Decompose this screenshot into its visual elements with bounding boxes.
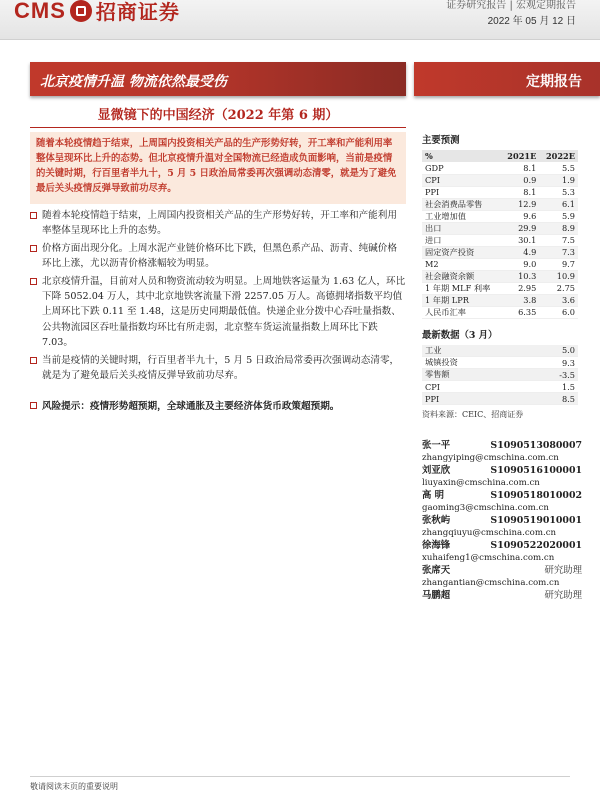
analyst-name: 张一平 <box>422 440 451 451</box>
latest-row <box>422 369 578 381</box>
forecast-row <box>422 210 578 222</box>
forecast-value: 8.1 <box>501 186 540 198</box>
forecast-value: 4.9 <box>501 246 540 258</box>
latest-value: 5.0 <box>522 345 578 357</box>
analyst-entry <box>422 515 582 539</box>
analyst-certificate: S1090519010001 <box>490 515 582 526</box>
bullet-item <box>30 208 406 239</box>
page-header <box>0 0 600 40</box>
analyst-certificate: S1090513080007 <box>490 440 582 451</box>
footer-note: 敬请阅读末页的重要说明 <box>30 782 118 791</box>
bullet-item <box>30 274 406 351</box>
forecast-value: 0.9 <box>501 174 540 186</box>
report-subtitle: 显微镜下的中国经济（2022 年第 6 期） <box>97 108 339 123</box>
analyst-email[interactable]: zhangyiping@cmschina.com.cn <box>422 453 559 463</box>
forecast-indicator: 进口 <box>422 234 501 246</box>
analyst-entry <box>422 465 582 489</box>
latest-indicator: 零售额 <box>422 369 522 381</box>
forecast-indicator: M2 <box>422 258 501 270</box>
forecast-row <box>422 306 578 318</box>
analyst-name: 张席天 <box>422 565 451 576</box>
forecast-row <box>422 162 578 174</box>
latest-indicator: 工业 <box>422 345 522 357</box>
analyst-header <box>422 440 582 452</box>
latest-value: 8.5 <box>522 393 578 405</box>
cms-logo <box>14 0 180 25</box>
forecast-value: 6.1 <box>539 198 578 210</box>
forecast-value: 3.6 <box>539 294 578 306</box>
logo-cn-text: 招商证券 <box>95 0 180 24</box>
forecast-value: 5.5 <box>539 162 578 174</box>
bullet-square-icon <box>30 357 37 364</box>
forecast-row <box>422 174 578 186</box>
forecast-value: 2.95 <box>501 282 540 294</box>
latest-row <box>422 345 578 357</box>
forecast-indicator: 工业增加值 <box>422 210 501 222</box>
forecast-indicator: 1 年期 LPR <box>422 294 501 306</box>
analyst-certificate: 研究助理 <box>544 590 582 601</box>
analyst-email[interactable]: gaoming3@cmschina.com.cn <box>422 503 549 513</box>
forecast-row <box>422 234 578 246</box>
latest-indicator: CPI <box>422 381 522 393</box>
latest-indicator: 城镇投资 <box>422 357 522 369</box>
bullet-text: 价格方面出现分化。上周水泥产业链价格环比下跌，但黑色系产品、沥青、纯碱价格环比上涨，尤以沥青价格涨幅较为明显。 <box>42 242 397 270</box>
latest-indicator: PPI <box>422 393 522 405</box>
forecast-row <box>422 246 578 258</box>
forecast-indicator: 社会融资余额 <box>422 270 501 282</box>
forecast-value: 7.3 <box>539 246 578 258</box>
report-type-banner <box>414 62 600 96</box>
analyst-name: 刘亚欣 <box>422 465 451 476</box>
analyst-certificate: S1090516100001 <box>490 465 582 476</box>
forecast-row <box>422 198 578 210</box>
cms-logo-icon <box>70 0 92 22</box>
latest-value: 1.5 <box>522 381 578 393</box>
latest-table <box>422 345 578 406</box>
analyst-name: 高 明 <box>422 490 445 501</box>
forecast-value: 10.3 <box>501 270 540 282</box>
latest-row <box>422 357 578 369</box>
forecast-indicator: 固定资产投资 <box>422 246 501 258</box>
data-source: 资料来源：CEIC、招商证券 <box>422 410 524 419</box>
analyst-certificate: S1090518010002 <box>490 490 582 501</box>
subtitle-divider <box>30 127 406 128</box>
report-category: 证券研究报告 | 宏观定期报告 <box>446 0 576 11</box>
forecast-value: 29.9 <box>501 222 540 234</box>
forecast-row <box>422 186 578 198</box>
latest-row <box>422 393 578 405</box>
forecast-value: 5.3 <box>539 186 578 198</box>
analyst-list <box>422 440 582 602</box>
bullet-square-icon <box>30 278 37 285</box>
analyst-email[interactable]: liuyaxin@cmschina.com.cn <box>422 478 540 488</box>
risk-warning <box>30 398 406 412</box>
forecast-row <box>422 282 578 294</box>
latest-value: 9.3 <box>522 357 578 369</box>
forecast-row <box>422 294 578 306</box>
forecast-header-cell: 2022E <box>539 150 578 162</box>
title-banner <box>30 62 406 96</box>
analyst-header <box>422 565 582 577</box>
forecast-value: 8.1 <box>501 162 540 174</box>
report-type-label: 定期报告 <box>526 74 582 90</box>
forecast-indicator: 社会消费品零售 <box>422 198 501 210</box>
forecast-indicator: 1 年期 MLF 利率 <box>422 282 501 294</box>
forecast-indicator: 人民币汇率 <box>422 306 501 318</box>
forecast-indicator: 出口 <box>422 222 501 234</box>
report-date: 2022 年 05 月 12 日 <box>487 16 576 27</box>
summary-box: 随着本轮疫情趋于结束，上周国内投资相关产品的生产形势好转，开工率和产能利用率整体呈现环比上升的态势。但北京疫情升温对全国物流已经造成负面影响，当前是疫情的关键时期，行百里者半九十，5 月 5 日政治局常委再次强调动态清零，就是为了避免最后关头疫情反弹导致前功尽弃。 <box>30 132 406 204</box>
logo-cms-text: CMS <box>14 0 66 23</box>
forecast-row <box>422 270 578 282</box>
bullet-square-icon <box>30 212 37 219</box>
forecast-indicator: PPI <box>422 186 501 198</box>
analyst-name: 张秋屿 <box>422 515 451 526</box>
analyst-header <box>422 515 582 527</box>
bullet-list <box>30 208 406 385</box>
analyst-email[interactable]: zhangantian@cmschina.com.cn <box>422 578 560 588</box>
forecast-value: 2.75 <box>539 282 578 294</box>
bullet-square-icon <box>30 402 37 409</box>
analyst-name: 徐海锋 <box>422 540 451 551</box>
analyst-header <box>422 590 582 602</box>
forecast-indicator: GDP <box>422 162 501 174</box>
forecast-value: 6.0 <box>539 306 578 318</box>
forecast-header-cell: % <box>422 150 501 162</box>
bullet-item <box>30 353 406 384</box>
forecast-row <box>422 258 578 270</box>
forecast-row <box>422 222 578 234</box>
right-column <box>422 132 582 420</box>
bullet-text: 北京疫情升温，目前对人员和物资流动较为明显。上周地铁客运量为 1.63 亿人，环比下降 5052.04 万人，其中北京地铁客流量下滑 2257.05 万人。高德拥堵指数平均值上周环比下跌 0.11 至 1.48，这是历史同期最低值。快递企业分拨中心吞吐量指数、公共物流园区吞吐量指数均环比有所走弱，北京整车货运流量指数上周环比下跌 7.03。 <box>42 275 406 349</box>
forecast-header-row <box>422 150 578 162</box>
bullet-square-icon <box>30 245 37 252</box>
analyst-entry <box>422 565 582 589</box>
bullet-item <box>30 241 406 272</box>
risk-text: 风险提示：疫情形势超预期，全球通胀及主要经济体货币政策超预期。 <box>42 401 340 412</box>
forecast-value: 30.1 <box>501 234 540 246</box>
footer-divider <box>30 776 570 777</box>
analyst-header <box>422 540 582 552</box>
forecast-value: 8.9 <box>539 222 578 234</box>
analyst-email[interactable]: xuhaifeng1@cmschina.com.cn <box>422 553 555 563</box>
forecast-value: 1.9 <box>539 174 578 186</box>
forecast-title: 主要预测 <box>422 135 460 146</box>
latest-title: 最新数据（3 月） <box>422 329 498 341</box>
forecast-value: 9.7 <box>539 258 578 270</box>
forecast-table <box>422 150 578 319</box>
forecast-header-cell: 2021E <box>501 150 540 162</box>
analyst-entry <box>422 490 582 514</box>
analyst-header <box>422 490 582 502</box>
analyst-entry <box>422 590 582 602</box>
forecast-value: 10.9 <box>539 270 578 282</box>
forecast-value: 9.6 <box>501 210 540 222</box>
latest-row <box>422 381 578 393</box>
analyst-entry <box>422 440 582 464</box>
latest-value: -3.5 <box>522 369 578 381</box>
analyst-certificate: S1090522020001 <box>490 540 582 551</box>
forecast-value: 6.35 <box>501 306 540 318</box>
analyst-header <box>422 465 582 477</box>
analyst-name: 马鹏超 <box>422 590 451 601</box>
forecast-value: 7.5 <box>539 234 578 246</box>
forecast-value: 5.9 <box>539 210 578 222</box>
forecast-value: 3.8 <box>501 294 540 306</box>
forecast-value: 9.0 <box>501 258 540 270</box>
forecast-indicator: CPI <box>422 174 501 186</box>
analyst-entry <box>422 540 582 564</box>
analyst-email[interactable]: zhangqiuyu@cmschina.com.cn <box>422 528 557 538</box>
forecast-value: 12.9 <box>501 198 540 210</box>
bullet-text: 当前是疫情的关键时期，行百里者半九十，5 月 5 日政治局常委再次强调动态清零，就是为了避免最后关头疫情反弹导致前功尽弃。 <box>42 354 400 382</box>
analyst-certificate: 研究助理 <box>544 565 582 576</box>
bullet-text: 随着本轮疫情趋于结束，上周国内投资相关产品的生产形势好转，开工率和产能利用率整体呈现环比上升的态势。 <box>42 210 397 237</box>
report-title: 北京疫情升温 物流依然最受伤 <box>40 74 227 90</box>
